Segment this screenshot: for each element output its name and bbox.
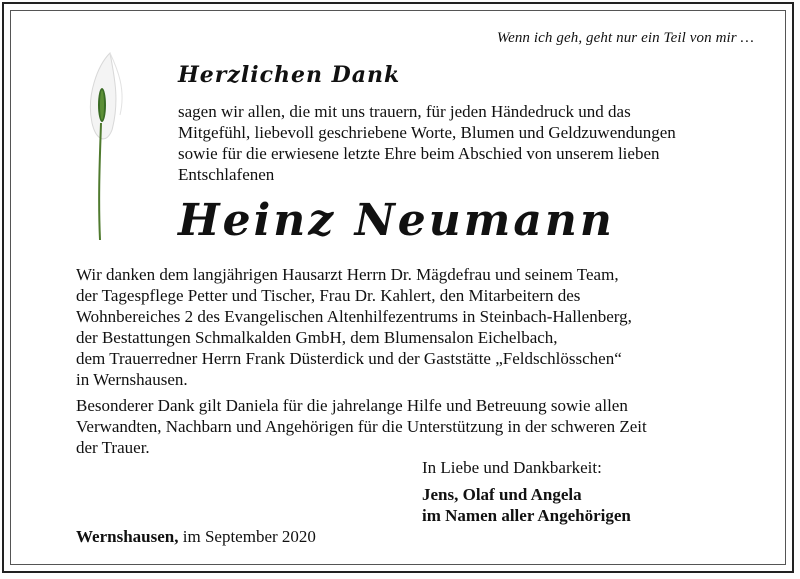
signer-line: Jens, Olaf und Angela xyxy=(422,485,582,504)
paragraph-line: dem Trauerredner Herrn Frank Düsterdick und der Gaststätte „Feldschlösschen“ xyxy=(76,349,622,368)
intro-line: sagen wir allen, die mit uns trauern, für jeden Händedruck und das xyxy=(178,102,631,121)
thanks-paragraph-1 xyxy=(76,264,776,390)
intro-text xyxy=(178,101,778,185)
signer-line: im Namen aller Angehörigen xyxy=(422,506,631,525)
paragraph-line: Besonderer Dank gilt Daniela für die jahrelange Hilfe und Betreuung sowie allen xyxy=(76,396,628,415)
deceased-name: Heinz Neumann xyxy=(178,195,615,246)
place: Wernshausen, xyxy=(76,527,179,546)
lily-flower-image xyxy=(80,45,130,240)
closing-line: In Liebe und Dankbarkeit: xyxy=(422,458,602,477)
thanks-paragraph-2 xyxy=(76,395,776,458)
signers xyxy=(422,484,631,526)
date: im September 2020 xyxy=(182,527,316,546)
intro-line: sowie für die erwiesene letzte Ehre beim Abschied von unserem lieben xyxy=(178,144,660,163)
paragraph-line: der Trauer. xyxy=(76,438,150,457)
paragraph-line: Wir danken dem langjährigen Hausarzt Herrn Dr. Mägdefrau und seinem Team, xyxy=(76,265,619,284)
paragraph-line: der Tagespflege Petter und Tischer, Frau Dr. Kahlert, den Mitarbeitern des xyxy=(76,286,581,305)
paragraph-line: Wohnbereiches 2 des Evangelischen Altenhilfezentrums in Steinbach-Hallenberg, xyxy=(76,307,632,326)
intro-line: Mitgefühl, liebevoll geschriebene Worte, Blumen und Geldzuwendungen xyxy=(178,123,676,142)
paragraph-line: in Wernshausen. xyxy=(76,370,188,389)
heading: Herzlichen Dank xyxy=(178,62,401,88)
intro-line: Entschlafenen xyxy=(178,165,275,184)
paragraph-line: Verwandten, Nachbarn und Angehörigen für die Unterstützung in der schweren Zeit xyxy=(76,417,647,436)
place-date xyxy=(76,527,316,547)
motto: Wenn ich geh, geht nur ein Teil von mir … xyxy=(496,30,754,46)
paragraph-line: der Bestattungen Schmalkalden GmbH, dem Blumensalon Eichelbach, xyxy=(76,328,558,347)
